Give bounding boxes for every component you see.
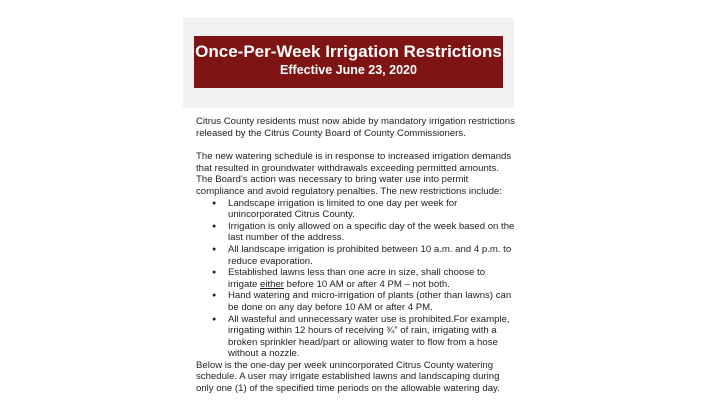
intro-paragraph: Citrus County residents must now abide by mandatory irrigation restrictions released by the Citrus County Board of County Commissioners.	[196, 116, 515, 139]
list-item-text: Landscape irrigation is limited to one day per week for unincorporated Citrus County.	[228, 197, 458, 221]
bullet-icon: ●	[212, 245, 217, 253]
list-item	[212, 220, 516, 244]
title-banner	[194, 36, 503, 88]
bullet-icon: ●	[212, 315, 217, 323]
page-title: Once-Per-Week Irrigation Restrictions	[195, 42, 502, 61]
list-item	[212, 267, 516, 290]
list-item	[212, 243, 516, 267]
restrictions-list	[196, 198, 516, 360]
underlined-either: either	[260, 278, 284, 290]
list-item-text-before: Established lawns less than one acre in size, shall choose to irrigate	[228, 267, 486, 290]
effective-date: Effective June 23, 2020	[280, 63, 417, 77]
bullet-icon: ●	[212, 222, 217, 230]
outro-paragraph: Below is the one-day per week unincorporated Citrus County watering schedule. A user may irrigate established lawns and landscaping during only one (1) of the specified time periods on the allowable watering day.	[196, 359, 500, 395]
bullet-icon: ●	[212, 269, 217, 277]
list-item-text: Irrigation is only allowed on a specific day of the week based on the last number of the address.	[228, 220, 515, 244]
list-item	[212, 197, 516, 221]
header-card	[183, 18, 514, 108]
reason-paragraph: The new watering schedule is in response to increased irrigation demands that resulted in groundwater withdrawals exceeding permitted amounts. The Board’s action was necessary to bring water use into permit compliance and avoid regulatory penalties. The new restrictions include:	[196, 151, 512, 197]
list-item-text: All landscape irrigation is prohibited between 10 a.m. and 4 p.m. to reduce evaporation.	[228, 243, 512, 267]
bullet-icon: ●	[212, 292, 217, 300]
paragraph-spacer	[196, 139, 516, 151]
bullet-icon: ●	[212, 199, 217, 207]
list-item-text: All wasteful and unnecessary water use is prohibited.For example, irrigating within 12 hours of receiving ¾” of rain, irrigating with a broken sprinkler head/part or allowing water to flow from a hose without a nozzle.	[228, 313, 510, 360]
document-body	[196, 116, 516, 395]
list-item-text-after: before 10 AM or after 4 PM – not both.	[284, 278, 450, 290]
list-item-text: Hand watering and micro-irrigation of plants (other than lawns) can be done on any day before 10 AM or after 4 PM.	[228, 290, 512, 313]
list-item	[212, 313, 516, 360]
list-item	[212, 290, 516, 313]
